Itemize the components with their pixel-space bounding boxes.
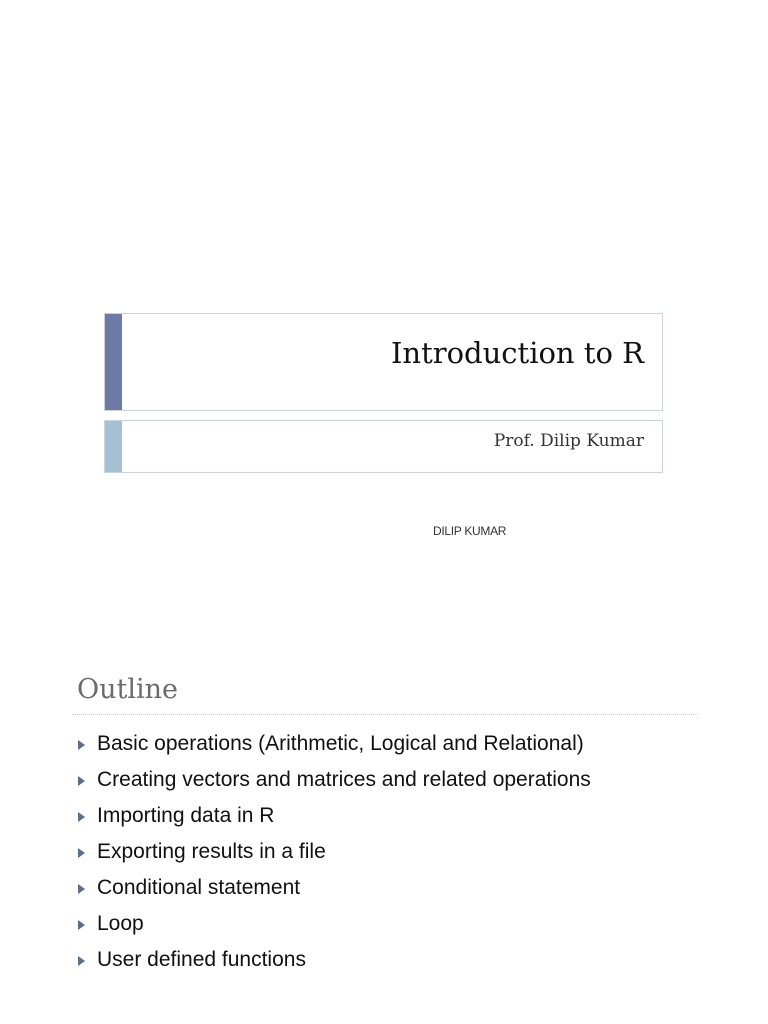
list-item-label: Conditional statement — [97, 876, 301, 899]
list-item-label: Importing data in R — [97, 804, 275, 827]
triangle-right-icon — [78, 740, 85, 750]
list-item-label: Basic operations (Arithmetic, Logical and Relational) — [97, 732, 584, 755]
list-item — [78, 870, 591, 906]
heading-divider — [72, 714, 698, 715]
list-item-label: User defined functions — [97, 948, 306, 971]
slide-footer: DILIP KUMAR — [433, 524, 507, 538]
list-item — [78, 906, 591, 942]
list-item — [78, 942, 591, 978]
triangle-right-icon — [78, 956, 85, 966]
list-item-label: Exporting results in a file — [97, 840, 326, 863]
slide-subtitle: Prof. Dilip Kumar — [493, 431, 644, 451]
subtitle-box — [104, 420, 663, 473]
subtitle-accent-bar — [105, 421, 122, 472]
list-item — [78, 726, 591, 762]
title-box — [104, 313, 663, 411]
triangle-right-icon — [78, 920, 85, 930]
list-item-label: Creating vectors and matrices and related operations — [97, 768, 591, 791]
list-item — [78, 762, 591, 798]
outline-heading: Outline — [77, 674, 179, 705]
slide-title: Introduction to R — [390, 336, 644, 370]
list-item — [78, 798, 591, 834]
triangle-right-icon — [78, 776, 85, 786]
title-accent-bar — [105, 314, 122, 410]
triangle-right-icon — [78, 848, 85, 858]
list-item-label: Loop — [97, 912, 144, 935]
list-item — [78, 834, 591, 870]
triangle-right-icon — [78, 884, 85, 894]
outline-list — [78, 726, 591, 978]
triangle-right-icon — [78, 812, 85, 822]
